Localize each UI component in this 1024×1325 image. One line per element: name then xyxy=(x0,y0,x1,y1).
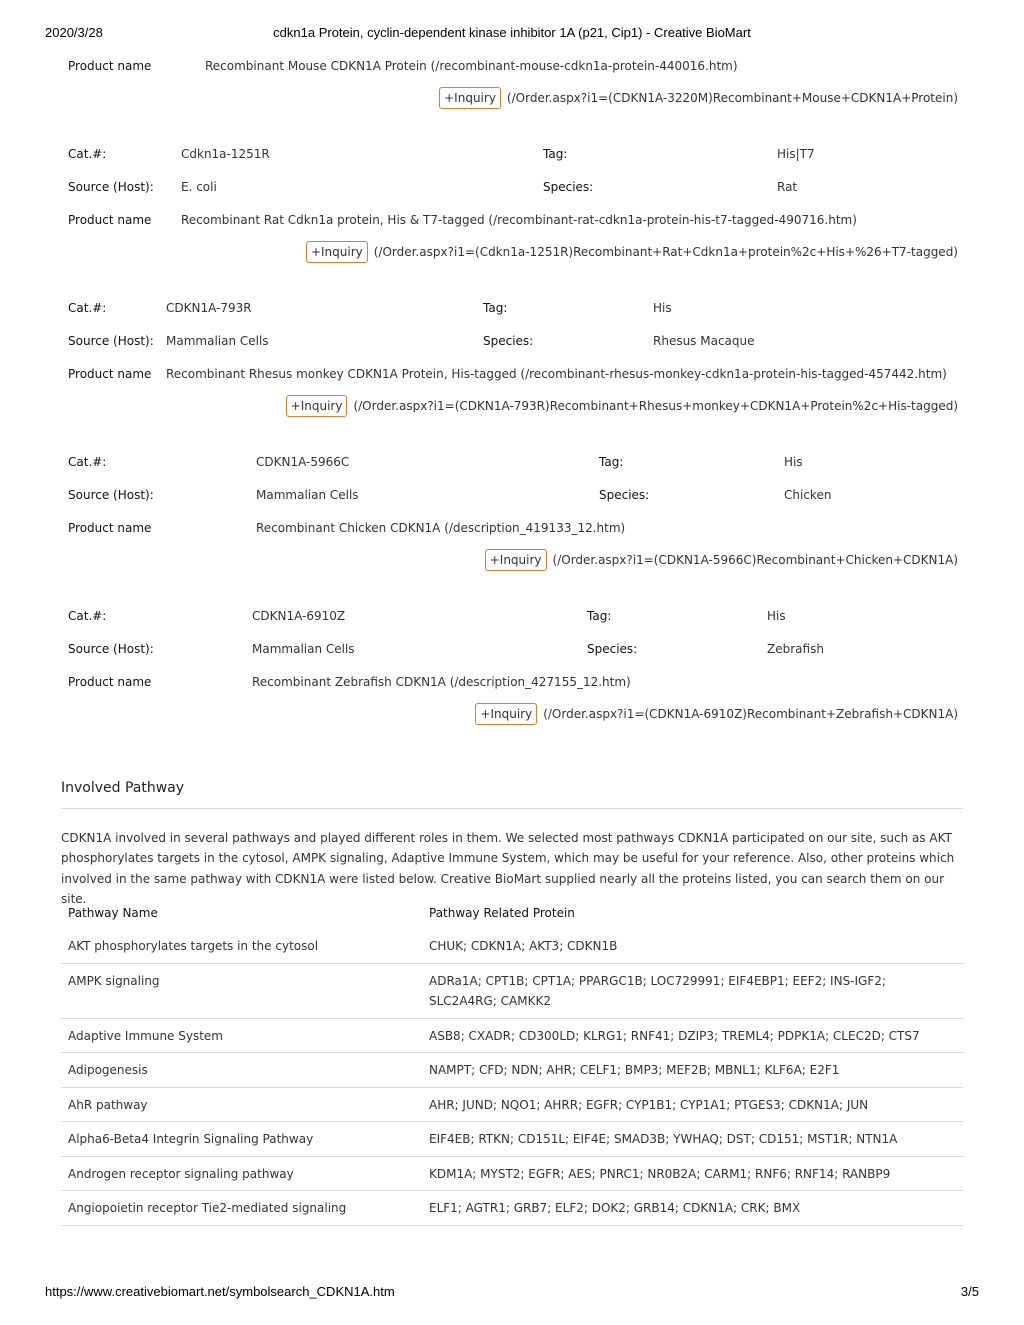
pathway-proteins: EIF4EB; RTKN; CD151L; EIF4E; SMAD3B; YWHAQ; DST; CD151; MST1R; NTN1A xyxy=(429,1132,898,1146)
product-name-label: Product name xyxy=(68,213,152,227)
inquiry-line xyxy=(485,548,958,572)
tag-value: His xyxy=(784,455,803,469)
source-label: Source (Host): xyxy=(68,488,154,502)
source-value: Mammalian Cells xyxy=(252,642,355,656)
pathway-name: Adaptive Immune System xyxy=(68,1029,223,1043)
pathway-proteins: NAMPT; CFD; NDN; AHR; CELF1; BMP3; MEF2B; MBNL1; KLF6A; E2F1 xyxy=(429,1063,840,1077)
inquiry-button[interactable]: +Inquiry xyxy=(485,549,547,571)
inquiry-line xyxy=(286,394,958,418)
source-row xyxy=(61,332,964,350)
source-row xyxy=(61,178,964,196)
source-value: E. coli xyxy=(181,180,217,194)
pathway-proteins: KDM1A; MYST2; EGFR; AES; PNRC1; NR0B2A; CARM1; RNF6; RNF14; RANBP9 xyxy=(429,1167,891,1181)
pathway-intro: CDKN1A involved in several pathways and played different roles in them. We selected most pathways CDKN1A participated on our site, such as AKT phosphorylates targets in the cytosol, AMPK signaling, Adaptive Immune System, which may be useful for your reference. Also, other proteins which involved in the same pathway with CDKN1A were listed below. Creative BioMart supplied nearly all the proteins listed, you can search them on our site. xyxy=(61,831,955,907)
product-name-link[interactable]: Recombinant Chicken CDKN1A (/description_419133_12.htm) xyxy=(256,521,626,535)
order-link[interactable]: (/Order.aspx?i1=(CDKN1A-3220M)Recombinant+Mouse+CDKN1A+Protein) xyxy=(506,91,958,105)
product-name-row xyxy=(61,519,964,537)
order-link[interactable]: (/Order.aspx?i1=(CDKN1A-6910Z)Recombinant+Zebrafish+CDKN1A) xyxy=(543,707,958,721)
tag-value: His xyxy=(767,609,786,623)
tag-value: His|T7 xyxy=(777,147,815,161)
pathway-proteins: CHUK; CDKN1A; AKT3; CDKN1B xyxy=(429,939,618,953)
print-header xyxy=(0,25,1024,41)
order-link[interactable]: (/Order.aspx?i1=(CDKN1A-5966C)Recombinant+Chicken+CDKN1A) xyxy=(552,553,958,567)
section-title: Involved Pathway xyxy=(61,780,185,796)
print-date: 2020/3/28 xyxy=(45,25,103,40)
product-name-link[interactable]: Recombinant Mouse CDKN1A Protein (/recombinant-mouse-cdkn1a-protein-440016.htm) xyxy=(205,59,738,73)
tag-value: His xyxy=(653,301,672,315)
cat-row xyxy=(61,145,964,163)
cat-row xyxy=(61,607,964,625)
tag-label: Tag: xyxy=(543,147,568,161)
source-row xyxy=(61,486,964,504)
pathway-proteins: ASB8; CXADR; CD300LD; KLRG1; RNF41; DZIP3; TREML4; PDPK1A; CLEC2D; CTS7 xyxy=(429,1029,920,1043)
cat-value: CDKN1A-6910Z xyxy=(252,609,346,623)
product-name-row xyxy=(61,365,964,383)
pathway-proteins: ADRa1A; CPT1B; CPT1A; PPARGC1B; LOC729991; EIF4EBP1; EEF2; INS-IGF2; SLC2A4RG; CAMKK2 xyxy=(429,974,886,1008)
pathway-name: AKT phosphorylates targets in the cytosol xyxy=(68,939,319,953)
source-value: Mammalian Cells xyxy=(256,488,359,502)
product-name-label: Product name xyxy=(68,521,152,535)
product-name-row xyxy=(61,211,964,229)
table-row xyxy=(61,1088,964,1122)
inquiry-button[interactable]: +Inquiry xyxy=(286,395,348,417)
species-label: Species: xyxy=(543,180,594,194)
pathway-proteins: ELF1; AGTR1; GRB7; ELF2; DOK2; GRB14; CDKN1A; CRK; BMX xyxy=(429,1201,801,1215)
pathway-name: AMPK signaling xyxy=(68,974,160,988)
table-row xyxy=(61,1019,964,1053)
species-value: Rat xyxy=(777,180,798,194)
species-label: Species: xyxy=(587,642,638,656)
inquiry-button[interactable]: +Inquiry xyxy=(475,703,537,725)
product-name-link[interactable]: Recombinant Zebrafish CDKN1A (/description_427155_12.htm) xyxy=(252,675,631,689)
column-header-pathway-name: Pathway Name xyxy=(68,906,158,920)
page-url: https://www.creativebiomart.net/symbolsearch_CDKN1A.htm xyxy=(45,1284,395,1299)
species-value: Chicken xyxy=(784,488,832,502)
page-number: 3/5 xyxy=(960,1284,979,1299)
cat-row xyxy=(61,453,964,471)
species-label: Species: xyxy=(599,488,650,502)
pathway-name: Angiopoietin receptor Tie2-mediated signaling xyxy=(68,1201,347,1215)
cat-label: Cat.#: xyxy=(68,609,107,623)
product-name-label: Product name xyxy=(68,675,152,689)
section-divider xyxy=(61,808,964,809)
column-header-related-protein: Pathway Related Protein xyxy=(429,906,575,920)
tag-label: Tag: xyxy=(587,609,612,623)
cat-label: Cat.#: xyxy=(68,455,107,469)
product-name-link[interactable]: Recombinant Rat Cdkn1a protein, His & T7-tagged (/recombinant-rat-cdkn1a-protein-his-t7-tagged-490716.htm) xyxy=(181,213,857,227)
source-label: Source (Host): xyxy=(68,180,154,194)
cat-label: Cat.#: xyxy=(68,147,107,161)
table-row xyxy=(61,964,964,1019)
order-link[interactable]: (/Order.aspx?i1=(Cdkn1a-1251R)Recombinant+Rat+Cdkn1a+protein%2c+His+%26+T7-tagged) xyxy=(373,245,958,259)
table-row xyxy=(61,1157,964,1191)
product-name-row xyxy=(61,673,964,691)
table-row xyxy=(61,1122,964,1157)
print-title: cdkn1a Protein, cyclin-dependent kinase inhibitor 1A (p21, Cip1) - Creative BioMart xyxy=(273,25,751,40)
inquiry-line xyxy=(306,240,958,264)
pathway-name: AhR pathway xyxy=(68,1098,148,1112)
species-value: Rhesus Macaque xyxy=(653,334,755,348)
product-name-link[interactable]: Recombinant Rhesus monkey CDKN1A Protein, His-tagged (/recombinant-rhesus-monkey-cdkn1a-protein-his-tagged-457442.htm) xyxy=(166,367,947,381)
pathway-name: Androgen receptor signaling pathway xyxy=(68,1167,294,1181)
pathway-name: Adipogenesis xyxy=(68,1063,148,1077)
pathway-name: Alpha6-Beta4 Integrin Signaling Pathway xyxy=(68,1132,314,1146)
cat-label: Cat.#: xyxy=(68,301,107,315)
table-row xyxy=(61,1053,964,1088)
tag-label: Tag: xyxy=(599,455,624,469)
table-row xyxy=(61,927,964,964)
cat-value: Cdkn1a-1251R xyxy=(181,147,270,161)
pathway-proteins: AHR; JUND; NQO1; AHRR; EGFR; CYP1B1; CYP1A1; PTGES3; CDKN1A; JUN xyxy=(429,1098,869,1112)
table-header xyxy=(61,903,964,923)
order-link[interactable]: (/Order.aspx?i1=(CDKN1A-793R)Recombinant+Rhesus+monkey+CDKN1A+Protein%2c+His-tagged) xyxy=(353,399,958,413)
product-name-label: Product name xyxy=(68,367,152,381)
product-name-label: Product name xyxy=(68,59,152,73)
inquiry-button[interactable]: +Inquiry xyxy=(439,87,501,109)
product-name-row xyxy=(61,57,964,75)
species-value: Zebrafish xyxy=(767,642,824,656)
inquiry-button[interactable]: +Inquiry xyxy=(306,241,368,263)
cat-value: CDKN1A-5966C xyxy=(256,455,350,469)
table-row xyxy=(61,1191,964,1226)
source-label: Source (Host): xyxy=(68,642,154,656)
cat-value: CDKN1A-793R xyxy=(166,301,252,315)
source-label: Source (Host): xyxy=(68,334,154,348)
inquiry-line xyxy=(475,702,958,726)
tag-label: Tag: xyxy=(483,301,508,315)
print-footer xyxy=(0,1284,1024,1300)
cat-row xyxy=(61,299,964,317)
source-row xyxy=(61,640,964,658)
source-value: Mammalian Cells xyxy=(166,334,269,348)
inquiry-line xyxy=(439,86,958,110)
species-label: Species: xyxy=(483,334,534,348)
